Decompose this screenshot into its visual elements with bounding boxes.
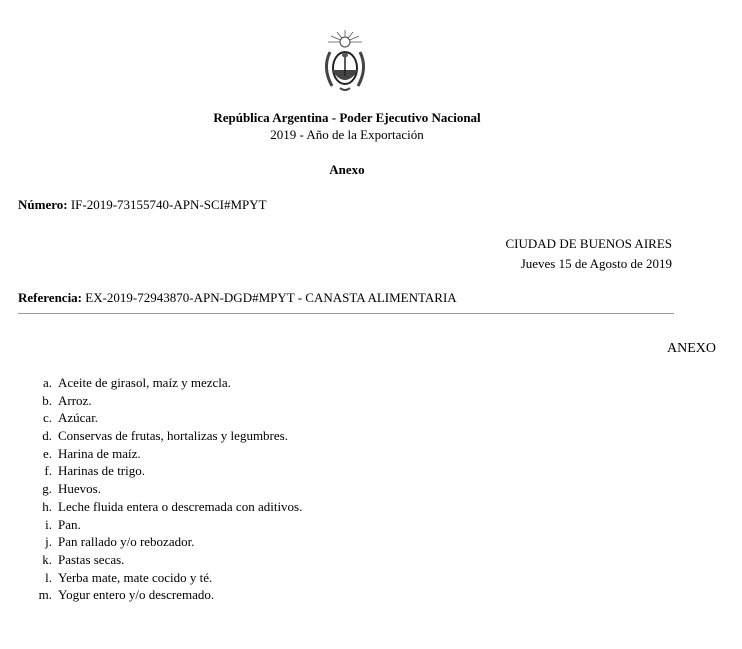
list-item-marker: m. [38, 587, 52, 603]
list-item [30, 586, 302, 604]
list-item-text: Yerba mate, mate cocido y té. [58, 569, 213, 585]
list-item-text: Pan rallado y/o rebozador. [58, 534, 195, 550]
list-item-marker: j. [45, 534, 52, 550]
document-number [18, 197, 267, 213]
list-item [30, 551, 302, 569]
issuing-authority: República Argentina - Poder Ejecutivo Nacional [213, 110, 481, 125]
list-item [30, 533, 302, 551]
list-item-marker: d. [42, 428, 52, 444]
list-item [30, 374, 302, 392]
list-item-marker: b. [42, 392, 52, 408]
document-title: Anexo [329, 162, 365, 177]
list-item [30, 427, 302, 445]
list-item-text: Arroz. [58, 392, 92, 408]
list-item-text: Harina de maíz. [58, 445, 141, 461]
issue-date: Jueves 15 de Agosto de 2019 [520, 256, 672, 271]
reference-value: EX-2019-72943870-APN-DGD#MPYT - CANASTA ALIMENTARIA [85, 290, 457, 305]
header-divider [18, 313, 674, 314]
list-item-text: Harinas de trigo. [58, 463, 146, 479]
list-item-marker: f. [44, 463, 52, 479]
document-reference [18, 290, 457, 306]
list-item-text: Aceite de girasol, maíz y mezcla. [58, 375, 231, 390]
list-item-marker: g. [42, 481, 52, 497]
list-item [30, 569, 302, 587]
list-item-text: Pastas secas. [58, 551, 125, 567]
list-item-marker: i. [45, 516, 52, 532]
reference-label: Referencia: [18, 290, 83, 305]
list-item [30, 445, 302, 463]
food-basket-list [30, 374, 302, 604]
list-item-text: Conservas de frutas, hortalizas y legumbres. [58, 428, 288, 444]
list-item [30, 516, 302, 534]
list-item-marker: l. [45, 569, 52, 585]
list-item-text: Azúcar. [58, 410, 99, 426]
list-item-text: Pan. [58, 516, 81, 532]
coat-of-arms-icon [318, 28, 372, 94]
list-item-marker: h. [42, 498, 52, 514]
list-item-text: Huevos. [58, 481, 101, 497]
annex-heading: ANEXO [667, 341, 716, 356]
document-number-value: IF-2019-73155740-APN-SCI#MPYT [70, 197, 267, 212]
list-item [30, 392, 302, 410]
list-item-marker: a. [42, 375, 52, 390]
list-item [30, 462, 302, 480]
issue-city: CIUDAD DE BUENOS AIRES [505, 236, 672, 251]
list-item [30, 480, 302, 498]
list-item-marker: c. [42, 410, 52, 426]
list-item-text: Leche fluida entera o descremada con aditivos. [58, 498, 303, 514]
year-motto: 2019 - Año de la Exportación [270, 127, 424, 142]
list-item [30, 409, 302, 427]
list-item-marker: k. [42, 551, 52, 567]
list-item-marker: e. [42, 445, 52, 461]
list-item [30, 498, 302, 516]
list-item-text: Yogur entero y/o descremado. [58, 587, 215, 603]
place-and-date [506, 234, 672, 274]
document-number-label: Número: [18, 197, 68, 212]
